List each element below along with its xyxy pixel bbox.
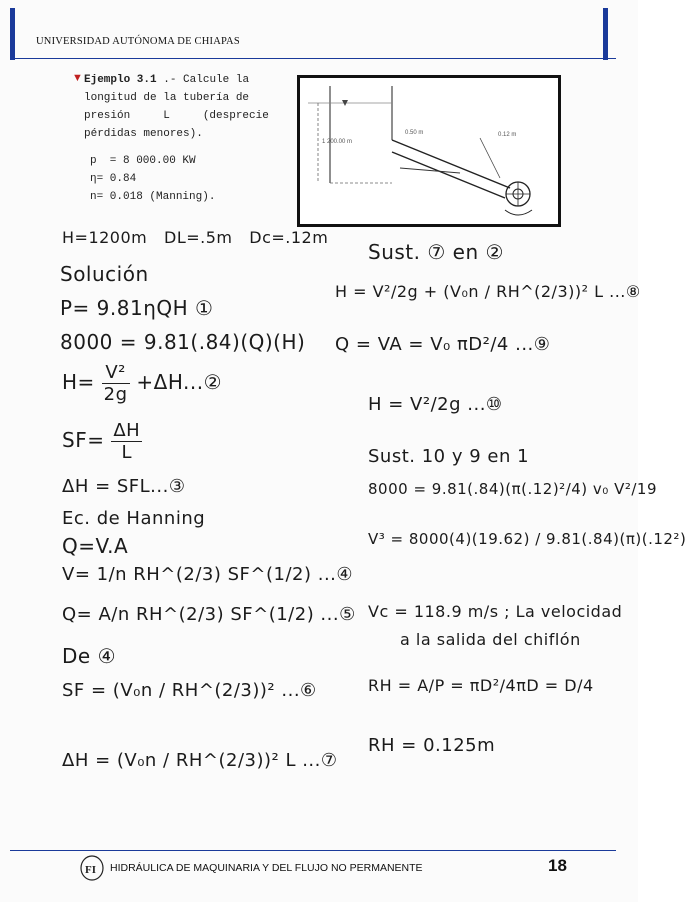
example-params	[90, 152, 215, 206]
figure-label-height: 1 200.00 m	[322, 139, 353, 145]
eq-rh: RH = A/P = πD²/4πD = D/4	[368, 676, 594, 695]
bullet-icon: ▼	[72, 72, 83, 84]
eq-substituted: 8000 = 9.81(.84)(π(.12)²/4) v₀ V²/19	[368, 480, 657, 498]
example-line-2: longitud de la tubería de	[84, 92, 250, 104]
example-line-4: pérdidas menores).	[84, 128, 203, 140]
solucion-heading: Solución	[60, 262, 149, 286]
eq-q9: Q = VA = V₀ πD²/4 ...⑨	[335, 334, 551, 355]
eq-sf-den: L	[121, 442, 133, 463]
eq-energy	[62, 362, 222, 405]
param-efficiency: η= 0.84	[90, 173, 137, 185]
eq-vc-desc: a la salida del chiflón	[400, 630, 581, 649]
eq-h10: H = V²/2g ...⑩	[368, 394, 503, 415]
example-label: Ejemplo 3.1	[84, 74, 157, 86]
header-line	[10, 58, 616, 59]
header-right-bar	[603, 8, 608, 60]
example-line-1: .- Calcule la	[163, 74, 250, 86]
eq-sf6: SF = (V₀n / RH^(2/3))² ...⑥	[62, 680, 317, 701]
eq-energy-rhs: +ΔH...②	[136, 370, 223, 394]
eq-dh7: ΔH = (V₀n / RH^(2/3))² L ...⑦	[62, 750, 338, 771]
sust-10-9-en-1: Sust. 10 y 9 en 1	[368, 446, 530, 467]
eq-sf-lhs: SF=	[62, 428, 105, 452]
eq-power-sub: 8000 = 9.81(.84)(Q)(H)	[60, 330, 306, 354]
footer-title: HIDRÁULICA DE MAQUINARIA Y DEL FLUJO NO PERMANENTE	[110, 862, 423, 874]
logo-text: FI	[85, 864, 96, 876]
param-manning: n= 0.018 (Manning).	[90, 191, 216, 203]
sust-7-en-2: Sust. ⑦ en ②	[368, 240, 504, 264]
eq-v3: V³ = 8000(4)(19.62) / 9.81(.84)(π)(.12²)	[368, 530, 686, 548]
faculty-logo	[80, 855, 104, 881]
eq-dh: ΔH = SFL...③	[62, 476, 186, 497]
example-statement	[84, 71, 289, 143]
pipeline-diagram	[300, 78, 558, 224]
eq-sf-num: ΔH	[113, 420, 141, 441]
figure-label-pipe-diameter: 0.50 m	[405, 130, 424, 136]
figure-label-nozzle-diameter: 0.12 m	[498, 132, 517, 138]
eq-rh-value: RH = 0.125m	[368, 735, 496, 756]
university-name: UNIVERSIDAD AUTÓNOMA DE CHIAPAS	[36, 36, 240, 47]
page-number: 18	[548, 856, 567, 875]
eq-qva: Q=V.A	[62, 534, 129, 558]
givens: H=1200m DL=.5m Dc=.12m	[62, 228, 329, 247]
eq-velocity: V= 1/n RH^(2/3) SF^(1/2) ...④	[62, 564, 354, 585]
footer-line	[10, 850, 616, 851]
eq-vc: Vc = 118.9 m/s ; La velocidad	[368, 602, 623, 621]
de-4: De ④	[62, 644, 116, 668]
ec-hanning: Ec. de Hanning	[62, 508, 206, 529]
eq-energy-den: 2g	[103, 384, 128, 405]
eq-energy-num: V²	[102, 362, 130, 384]
param-power: p = 8 000.00 KW	[90, 155, 196, 167]
header-left-bar	[10, 8, 15, 60]
problem-figure	[297, 75, 561, 227]
eq-flow: Q= A/n RH^(2/3) SF^(1/2) ...⑤	[62, 604, 356, 625]
eq-h8: H = V²/2g + (V₀n / RH^(2/3))² L ...⑧	[335, 282, 641, 301]
eq-sf	[62, 420, 142, 463]
eq-power: P= 9.81ηQH ①	[60, 296, 214, 320]
eq-energy-lhs: H=	[62, 370, 95, 394]
example-line-3: presión L (desprecie	[84, 110, 269, 122]
